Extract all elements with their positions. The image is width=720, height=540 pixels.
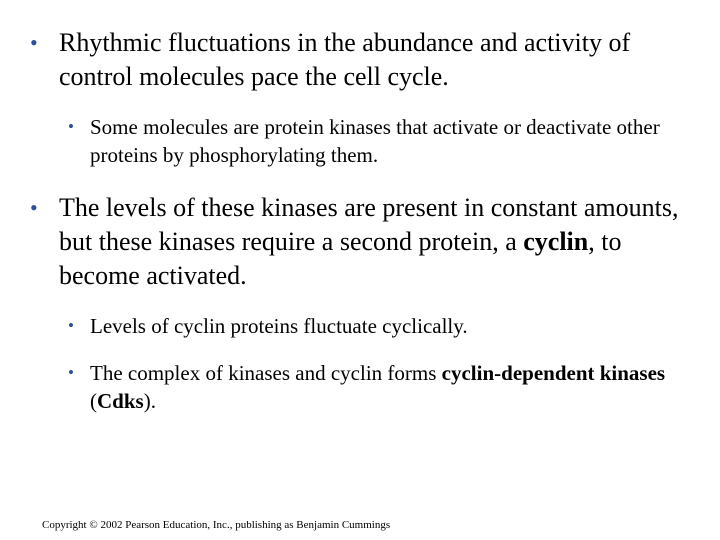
bullet-2-sub-2-text-before: The complex of kinases and cyclin forms (90, 361, 442, 385)
bullet-2-sub-1-marker: • (68, 316, 74, 335)
bullet-2-text-before: The levels of these kinases are present in constant amounts, but these kinases require a second protein, a (59, 193, 679, 256)
copyright-footer: Copyright © 2002 Pearson Education, Inc., publishing as Benjamin Cummings (42, 519, 391, 531)
bullet-2-sub-2-text (90, 359, 700, 415)
bullet-2-text-after: , to become activated. (59, 227, 622, 290)
bullet-2-sub-2-marker: • (68, 363, 74, 382)
bullet-1-sub-1-marker: • (68, 117, 74, 136)
bullet-1-marker: • (30, 30, 38, 55)
term-cdks: Cdks (97, 389, 144, 413)
bullet-2-sub-2-text-mid: ( (90, 389, 97, 413)
bullet-2-sub-1-text: Levels of cyclin proteins fluctuate cyclically. (90, 314, 468, 338)
bullet-1-sub-1-text: Some molecules are protein kinases that activate or deactivate other proteins by phosphorylating them. (90, 115, 660, 167)
bullet-2-sub-2-text-after: ). (143, 389, 156, 413)
bullet-1-text: Rhythmic fluctuations in the abundance and activity of control molecules pace the cell cycle. (59, 28, 631, 91)
bullet-2-marker: • (30, 195, 38, 220)
term-cdk-full: cyclin-dependent kinases (441, 361, 666, 385)
term-cyclin: cyclin (523, 227, 589, 256)
bullet-2-text (59, 191, 699, 293)
